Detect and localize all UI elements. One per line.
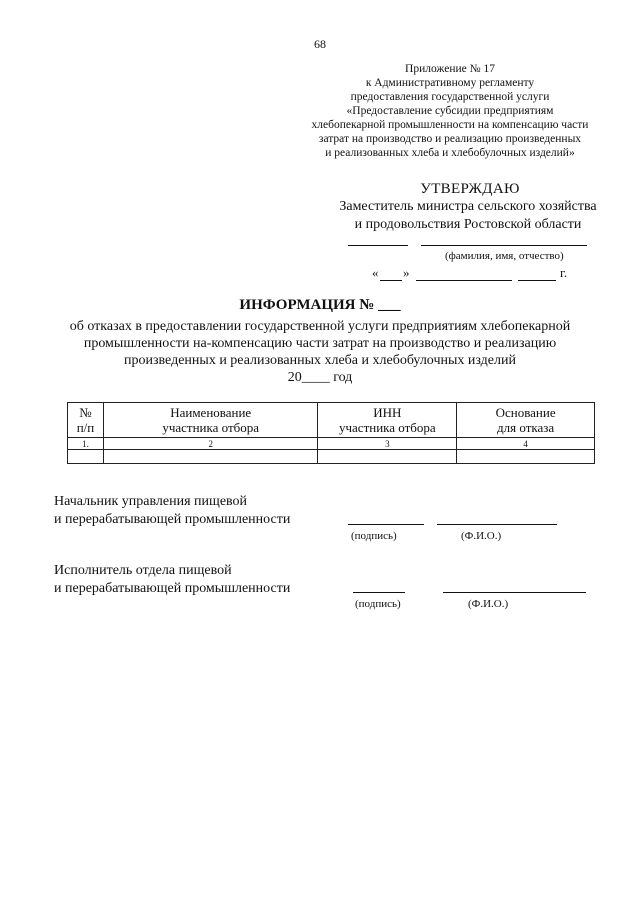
signature-block-executor	[54, 562, 290, 598]
approval-name-caption: (фамилия, имя, отчество)	[445, 250, 564, 262]
header-cell-participant: Наименование участника отбора	[103, 403, 318, 438]
table-cell	[318, 450, 457, 464]
document-year-line: 20____ год	[287, 370, 353, 385]
approval-date-row	[372, 265, 592, 285]
document-subtitle-line: произведенных и реализованных хлеба и хлебобулочных изделий	[124, 353, 516, 368]
appendix-line: затрат на производство и реализацию произведенных	[318, 133, 582, 145]
approval-signature-line	[348, 245, 408, 246]
appendix-header	[290, 62, 610, 160]
signature-title-line: Исполнитель отдела пищевой	[54, 563, 232, 578]
approval-position	[318, 198, 618, 234]
executor-signature-caption: (подпись)	[355, 598, 401, 610]
executor-signature-line	[353, 592, 405, 593]
date-close-quote: »	[403, 265, 410, 280]
head-name-caption: (Ф.И.О.)	[461, 530, 502, 542]
document-title: ИНФОРМАЦИЯ № ___	[239, 297, 401, 313]
table-cell: 2	[103, 438, 318, 450]
appendix-line: к Административному регламенту	[365, 77, 535, 89]
head-signature-line	[348, 524, 424, 525]
table-cell: 4	[457, 438, 595, 450]
signature-block-head	[54, 493, 290, 529]
approval-position-line: и продовольствия Ростовской области	[354, 217, 582, 232]
table-cell: 1.	[68, 438, 104, 450]
head-name-line	[437, 524, 557, 525]
document-subtitle	[40, 318, 600, 386]
header-cell-inn: ИНН участника отбора	[318, 403, 457, 438]
page-number: 68	[314, 37, 326, 51]
appendix-line: и реализованных хлеба и хлебобулочных изделий»	[325, 147, 575, 159]
table-header-row	[68, 403, 595, 438]
executor-name-line	[443, 592, 586, 593]
table-number-row	[68, 438, 595, 450]
date-day-line	[380, 280, 402, 281]
signature-title-line: Начальник управления пищевой	[54, 494, 248, 509]
appendix-line: предоставления государственной услуги	[350, 91, 550, 103]
table-cell	[68, 450, 104, 464]
date-open-quote: «	[372, 265, 379, 280]
approval-title: УТВЕРЖДАЮ	[420, 181, 520, 197]
executor-name-caption: (Ф.И.О.)	[468, 598, 509, 610]
table-cell	[103, 450, 318, 464]
date-year-line	[518, 280, 556, 281]
header-cell-number: № п/п	[68, 403, 104, 438]
approval-name-line	[421, 245, 587, 246]
appendix-line: хлебопекарной промышленности на компенсацию части	[311, 119, 589, 131]
date-month-line	[416, 280, 512, 281]
signature-title-line: и перерабатывающей промышленности	[54, 512, 291, 527]
appendix-line: Приложение № 17	[405, 63, 495, 75]
header-cell-reason: Основание для отказа	[457, 403, 595, 438]
signature-title-line: и перерабатывающей промышленности	[54, 581, 291, 596]
refusals-table	[67, 402, 595, 464]
document-subtitle-line: промышленности на-компенсацию части затрат на производство и реализацию	[83, 336, 557, 351]
appendix-line: «Предоставление субсидии предприятиям	[346, 105, 554, 117]
table-row	[68, 450, 595, 464]
approval-position-line: Заместитель министра сельского хозяйства	[339, 199, 597, 214]
table-cell: 3	[318, 438, 457, 450]
table-cell	[457, 450, 595, 464]
document-subtitle-line: об отказах в предоставлении государственной услуги предприятиям хлебопекарной	[69, 319, 571, 334]
head-signature-caption: (подпись)	[351, 530, 397, 542]
date-year-suffix: г.	[560, 265, 568, 280]
